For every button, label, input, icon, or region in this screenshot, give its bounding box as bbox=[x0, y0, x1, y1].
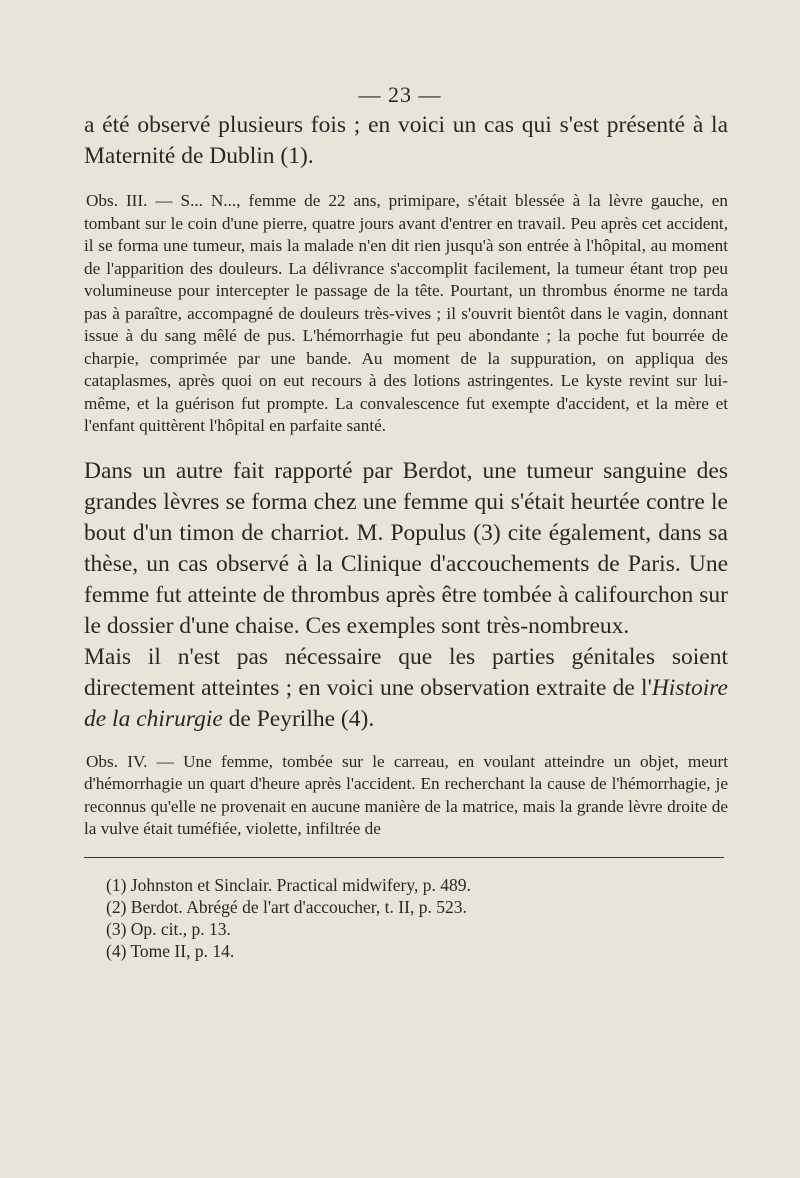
footnote-2: (2) Berdot. Abrégé de l'art d'accoucher, t. II, p. 523. bbox=[106, 896, 467, 917]
observation-iii: Obs. III. — S... N..., femme de 22 ans, primipare, s'était blessée à la lèvre gauche, en tombant sur le coin d'une pierre, quatre jours avant d'entrer en travail. Peu après cet accident, il se forma une tumeur, mais la malade n'en dit rien jusqu'à son entrée à l'hôpital, au moment de l'apparition des douleurs. La délivrance s'accomplit facilement, la tumeur étant trop peu volumineuse pour intercepter le passage de la tête. Pourtant, un thrombus énorme ne tarda pas à paraître, accompagné de douleurs très-vives ; il s'ouvrit bientôt dans le vagin, donnant issue à du sang mêlé de pus. L'hémorrhagie fut peu abondante ; la poche fut bourrée de charpie, comprimée par une bande. Au moment de la suppuration, on appliqua des cataplasmes, après quoi on eut recours à des lotions astringentes. Le kyste revint sur lui-même, et la guérison fut prompte. La convalescence fut exempte d'accident, et la mère et l'enfant quittèrent l'hôpital en parfaite santé. bbox=[84, 191, 728, 435]
peyrilhe-text-before: Mais il n'est pas nécessaire que les parties génitales soient directement atteintes ; en voici une observation extraite de l' bbox=[84, 643, 728, 701]
footnote-4: (4) Tome II, p. 14. bbox=[106, 940, 235, 961]
footnotes-list bbox=[106, 874, 728, 962]
page-number: — 23 — bbox=[358, 82, 442, 107]
footnote-divider bbox=[84, 857, 724, 858]
book-title-italic: Histoire de la chirurgie bbox=[84, 674, 728, 732]
peyrilhe-text-after: de Peyrilhe (4). bbox=[222, 705, 375, 732]
peyrilhe-paragraph bbox=[84, 642, 728, 735]
footnote-3: (3) Op. cit., p. 13. bbox=[106, 918, 231, 939]
footnote-1: (1) Johnston et Sinclair. Practical midwifery, p. 489. bbox=[106, 874, 471, 895]
intro-paragraph: a été observé plusieurs fois ; en voici un cas qui s'est présenté à la Maternité de Dublin (1). bbox=[84, 112, 728, 169]
berdot-paragraph: Dans un autre fait rapporté par Berdot, une tumeur sanguine des grandes lèvres se forma chez une femme qui s'était heurtée contre le bout d'un timon de charriot. M. Populus (3) cite également, dans sa thèse, un cas observé à la Clinique d'accouchements de Paris. Une femme fut atteinte de thrombus après être tombée à califourchon sur le dossier d'une chaise. Ces exemples sont très-nombreux. bbox=[84, 457, 728, 639]
observation-iv: Obs. IV. — Une femme, tombée sur le carreau, en voulant atteindre un objet, meurt d'hémorrhagie un quart d'heure après l'accident. En recherchant la cause de l'hémorrhagie, je reconnus qu'elle ne provenait en aucune manière de la matrice, mais la grande lèvre droite de la vulve était tuméfiée, violette, infiltrée de bbox=[84, 751, 728, 838]
